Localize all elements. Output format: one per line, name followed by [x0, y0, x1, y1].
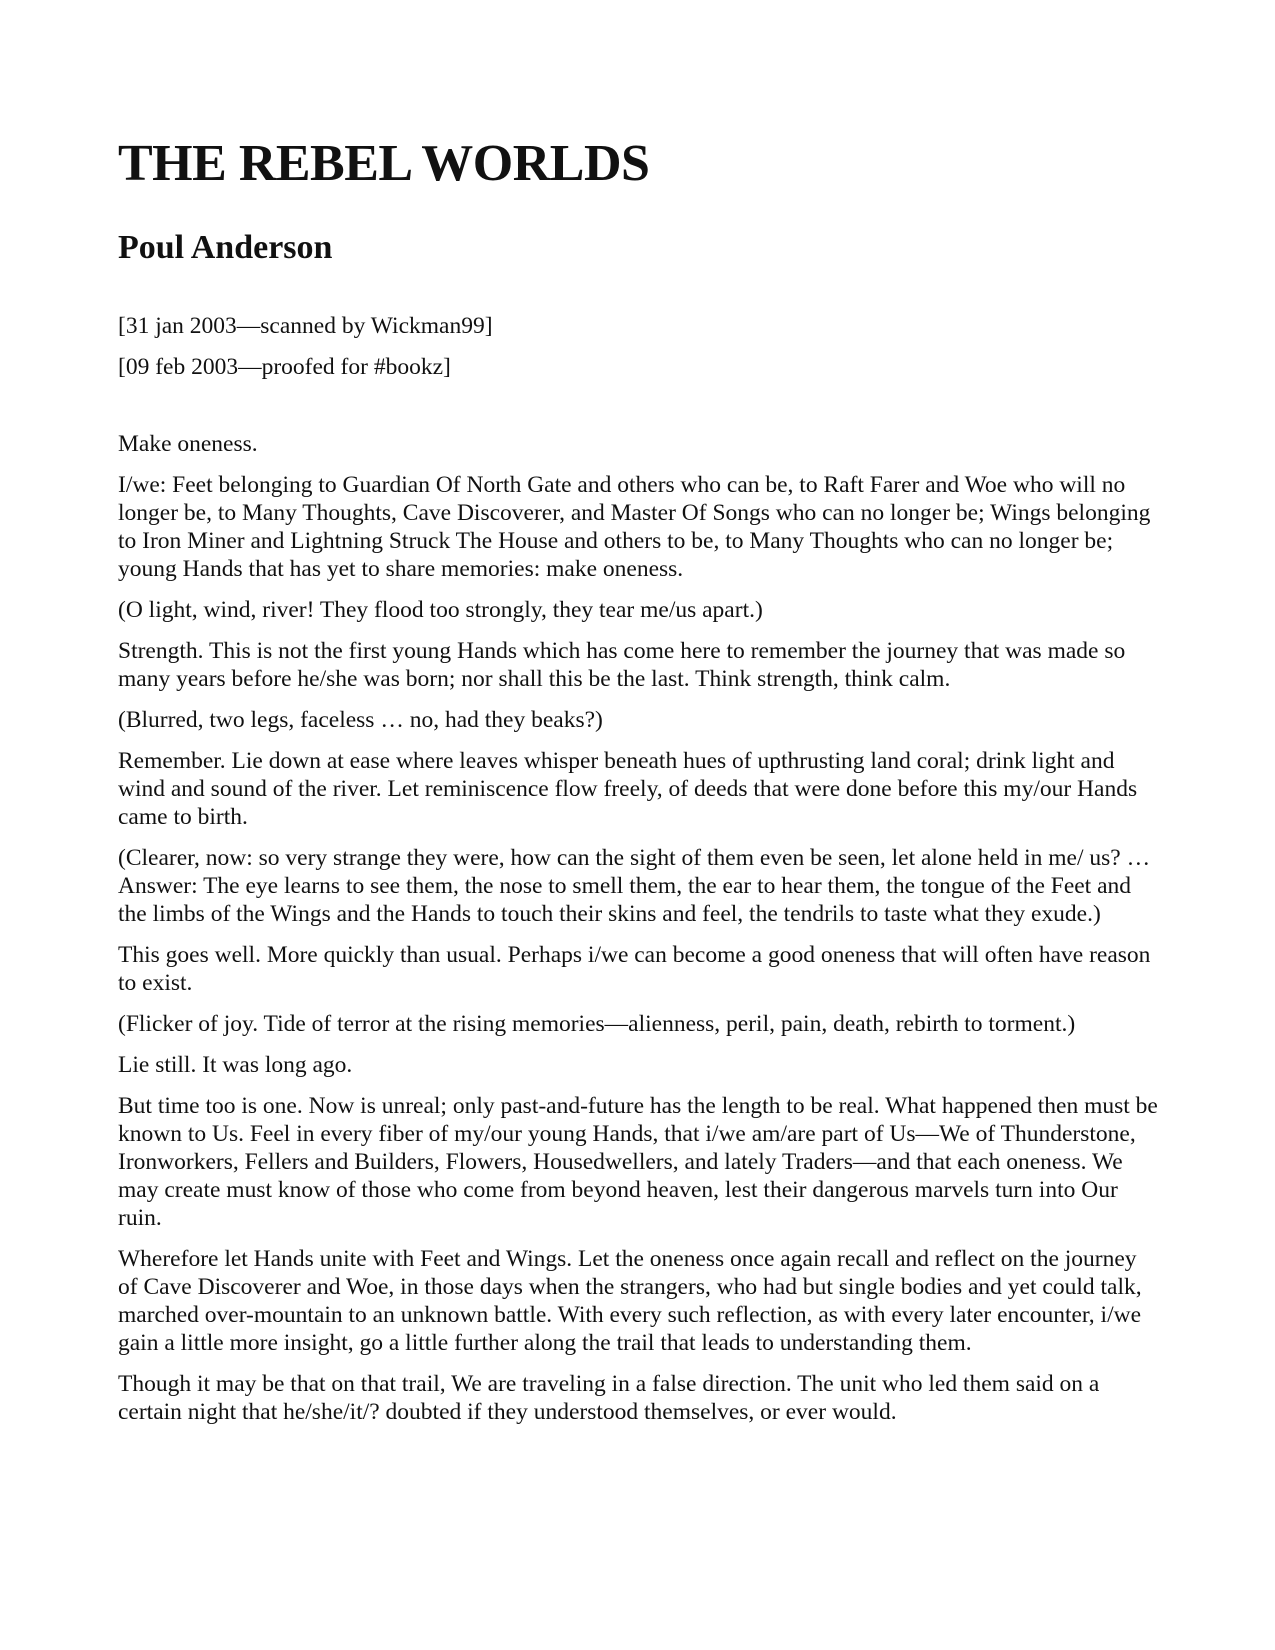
paragraph: (O light, wind, river! They flood too strongly, they tear me/us apart.): [118, 597, 763, 623]
paragraph: Make oneness.: [118, 431, 258, 457]
credits-block: [118, 312, 1158, 381]
paragraph: This goes well. More quickly than usual. Perhaps i/we can become a good oneness that will often have reason to exist.: [118, 942, 1151, 996]
paragraph: Strength. This is not the first young Hands which has come here to remember the journey that was made so many years before he/she was born; nor shall this be the last. Think strength, think calm.: [118, 638, 1126, 692]
author-name: Poul Anderson: [118, 229, 333, 266]
paragraph: Wherefore let Hands unite with Feet and Wings. Let the oneness once again recall and reflect on the journey of Cave Discoverer and Woe, in those days when the strangers, who had but single bodies and yet could talk, marched over-mountain to an unknown battle. With every such reflection, as with every later encounter, i/we gain a little more insight, go a little further along the trail that leads to understanding them.: [118, 1246, 1142, 1356]
paragraph: (Blurred, two legs, faceless … no, had they beaks?): [118, 707, 603, 733]
credit-line: [31 jan 2003—scanned by Wickman99]: [118, 313, 493, 339]
paragraph: I/we: Feet belonging to Guardian Of North Gate and others who can be, to Raft Farer and Woe who will no longer be, to Many Thoughts, Cave Discoverer, and Master Of Songs who can no longer be; Wings belonging to Iron Miner and Lightning Struck The House and others to be, to Many Thoughts who can no longer be; young Hands that has yet to share memories: make oneness.: [118, 472, 1151, 582]
book-title: THE REBEL WORLDS: [118, 135, 650, 192]
document-page: [118, 128, 1158, 1439]
paragraph: (Clearer, now: so very strange they were, how can the sight of them even be seen, let alone held in me/ us? … Answer: The eye learns to see them, the nose to smell them, the ear to hear them, the tongue of the Feet and the limbs of the Wings and the Hands to touch their skins and feel, the tendrils to taste what they exude.): [118, 845, 1151, 927]
paragraph: (Flicker of joy. Tide of terror at the rising memories—alienness, peril, pain, death, rebirth to torment.): [118, 1011, 1076, 1037]
body-text: [118, 430, 1158, 1426]
credit-line: [09 feb 2003—proofed for #bookz]: [118, 354, 451, 380]
paragraph: Remember. Lie down at ease where leaves whisper beneath hues of upthrusting land coral; drink light and wind and sound of the river. Let reminiscence flow freely, of deeds that were done before this my/our Hands came to birth.: [118, 748, 1138, 830]
paragraph: But time too is one. Now is unreal; only past-and-future has the length to be real. What happened then must be known to Us. Feel in every fiber of my/our young Hands, that i/we am/are part of Us—We of Thunderstone, Ironworkers, Fellers and Builders, Flowers, Housedwellers, and lately Traders—and that each oneness. We may create must know of those who come from beyond heaven, lest their dangerous marvels turn into Our ruin.: [118, 1093, 1158, 1231]
paragraph: Lie still. It was long ago.: [118, 1052, 353, 1078]
paragraph: Though it may be that on that trail, We are traveling in a false direction. The unit who led them said on a certain night that he/she/it/? doubted if they understood themselves, or ever would.: [118, 1371, 1100, 1425]
